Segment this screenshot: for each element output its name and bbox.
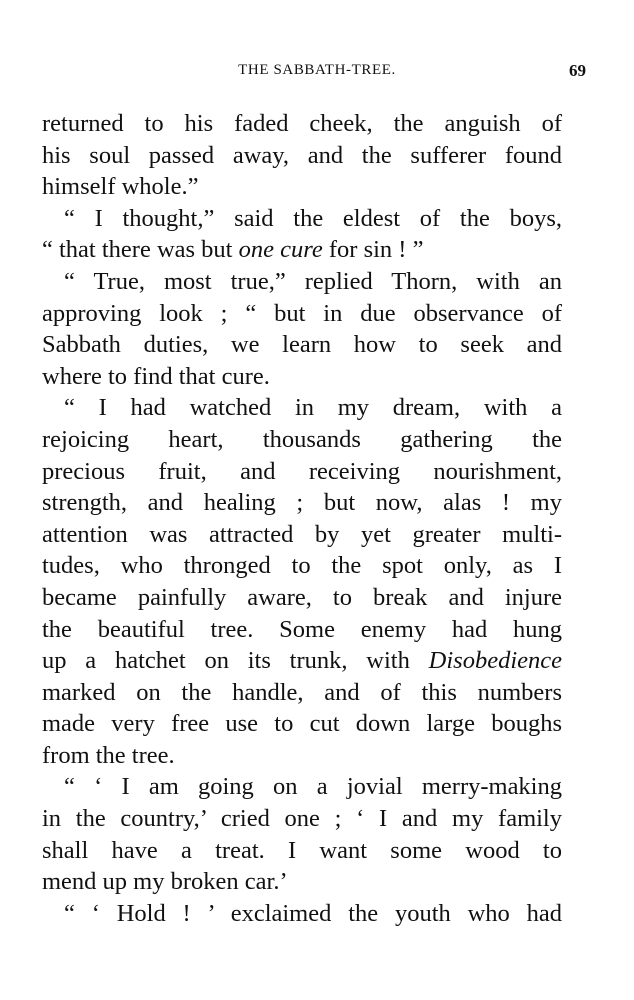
text-run: for sin ! ” xyxy=(328,236,424,264)
text-line: returned to his faded cheek, the anguish of xyxy=(42,110,562,137)
text-line: the beautiful tree. Some enemy had hung xyxy=(42,615,562,643)
text-line: approving look ; “ but in due observance of xyxy=(42,299,562,327)
page-number: 69 xyxy=(569,61,586,80)
text-line: “ ‘ Hold ! ’ exclaimed the youth who had xyxy=(64,899,562,927)
text-line: tudes, who thronged to the spot only, as I xyxy=(42,552,562,580)
text-line: from the tree. xyxy=(42,741,175,769)
text-line: “ True, most true,” replied Thorn, with an xyxy=(64,267,562,295)
text-line: “ I thought,” said the eldest of the boys, xyxy=(64,204,562,232)
running-title: THE SABBATH-TREE. xyxy=(238,62,396,78)
text-line: in the country,’ cried one ; ‘ I and my family xyxy=(42,805,562,833)
text-run: up a hatchet on its trunk, with xyxy=(42,647,410,675)
text-line: “ I had watched in my dream, with a xyxy=(64,394,562,422)
text-line xyxy=(42,645,562,677)
text-line: mend up my broken car.’ xyxy=(42,868,288,896)
text-line: Sabbath duties, we learn how to seek and xyxy=(42,331,562,359)
italic-phrase: Disobedience xyxy=(428,647,562,675)
text-line xyxy=(42,234,562,266)
text-line: where to find that cure. xyxy=(42,362,270,390)
text-line: himself whole.” xyxy=(42,173,199,201)
text-line: rejoicing heart, thousands gathering the xyxy=(42,425,562,453)
text-line: “ ‘ I am going on a jovial merry-making xyxy=(64,773,562,801)
text-line: precious fruit, and receiving nourishment, xyxy=(42,457,562,485)
text-line: made very free use to cut down large boughs xyxy=(42,710,562,738)
running-head xyxy=(0,62,634,86)
text-run: “ that there was but xyxy=(42,236,233,264)
body-text xyxy=(42,108,562,929)
text-line: attention was attracted by yet greater multi- xyxy=(42,520,562,548)
text-line: strength, and healing ; but now, alas ! my xyxy=(42,489,562,517)
text-line: shall have a treat. I want some wood to xyxy=(42,836,562,864)
text-line: his soul passed away, and the sufferer found xyxy=(42,141,562,169)
text-line: marked on the handle, and of this numbers xyxy=(42,678,562,706)
text-line: became painfully aware, to break and injure xyxy=(42,583,562,611)
italic-phrase: one cure xyxy=(238,236,323,264)
